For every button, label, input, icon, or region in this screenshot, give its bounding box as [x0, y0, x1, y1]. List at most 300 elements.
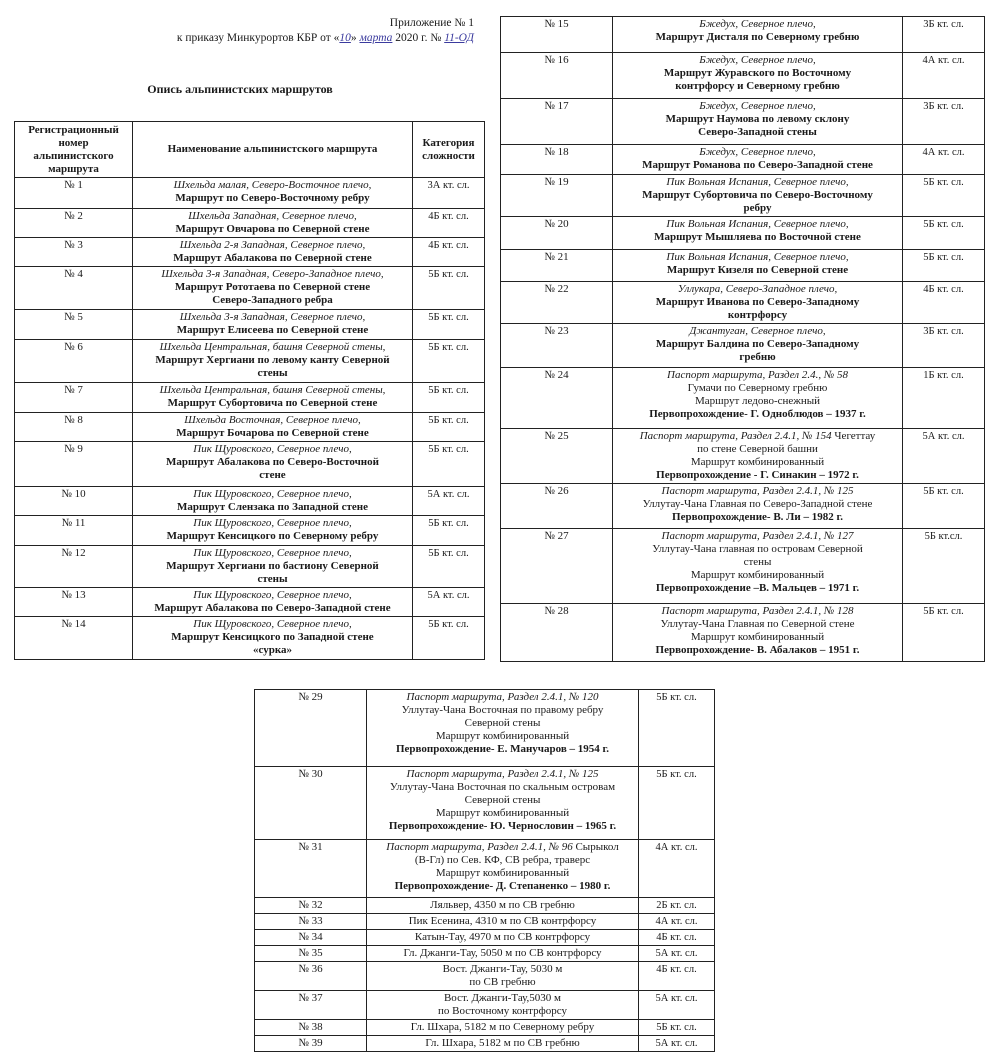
order-sep1: »: [350, 32, 360, 44]
route-name-cell: [613, 324, 903, 368]
route-description: Гумачи по Северному гребню: [687, 382, 828, 394]
table-row: [15, 546, 485, 588]
route-number: № 18: [501, 145, 613, 175]
route-number: № 7: [15, 383, 133, 413]
table-row: [501, 429, 985, 484]
route-subtitle: Паспорт маршрута, Раздел 2.4.1, № 120: [406, 691, 599, 703]
route-description: по Восточному контрфорсу: [438, 1005, 567, 1017]
table-row: [501, 217, 985, 250]
route-title: Маршрут Овчарова по Северной стене: [175, 223, 370, 235]
route-title: стене: [259, 469, 286, 481]
route-name-cell: [367, 962, 639, 991]
route-subtitle: Паспорт маршрута, Раздел 2.4.1, № 127: [661, 530, 854, 542]
column-header-reg: Регистрационный номер альпинистского маршрута: [15, 122, 133, 178]
route-name-cell: [133, 383, 413, 413]
route-number: № 27: [501, 529, 613, 604]
route-subtitle-line: [615, 530, 900, 543]
route-category: 5Б кт. сл.: [903, 484, 985, 529]
route-subtitle-line: [615, 430, 900, 443]
route-subtitle-line: [615, 18, 900, 31]
route-name-cell: [133, 617, 413, 660]
route-category: 5Б кт. сл.: [413, 340, 485, 383]
route-subtitle-line: [615, 218, 900, 231]
route-subtitle: Паспорт маршрута, Раздел 2.4.1, № 125: [661, 485, 854, 497]
route-title: Маршрут Балдина по Северо-Западному: [655, 338, 860, 350]
route-title: Маршрут Рототаева по Северной стене: [174, 281, 371, 293]
route-subtitle: Пик Вольная Испания, Северное плечо,: [666, 176, 849, 188]
route-number: № 8: [15, 413, 133, 442]
route-subtitle: Пик Щуровского, Северное плечо,: [193, 618, 352, 630]
route-number: № 6: [15, 340, 133, 383]
routes-table-2: [500, 16, 985, 662]
route-subtitle: Паспорт маршрута, Раздел 2.4.1, № 154: [639, 430, 832, 442]
route-title: Маршрут Наумова по левому склону: [665, 113, 850, 125]
route-name-cell: [367, 840, 639, 898]
route-title: Маршрут Абалакова по Северо-Западной стене: [154, 602, 391, 614]
table-row: [15, 209, 485, 238]
route-description: Маршрут комбинированный: [435, 867, 570, 879]
route-number: № 24: [501, 368, 613, 429]
table-header-row: [15, 122, 485, 178]
route-title: Маршрут Журавского по Восточному: [663, 67, 852, 79]
table-row: [501, 529, 985, 604]
table-row: [501, 99, 985, 145]
route-number: № 11: [15, 516, 133, 546]
route-subtitle: Паспорт маршрута, Раздел 2.4.1, № 125: [406, 768, 599, 780]
route-category: 4А кт. сл.: [639, 914, 715, 930]
route-number: № 39: [255, 1036, 367, 1052]
route-name-cell: [133, 310, 413, 340]
route-subtitle-line: [369, 691, 636, 704]
route-number: № 1: [15, 178, 133, 209]
route-number: № 9: [15, 442, 133, 487]
routes-table-1: [14, 121, 485, 660]
route-subtitle-line: [615, 283, 900, 296]
route-name-cell: [613, 99, 903, 145]
route-subtitle: Бжедух, Северное плечо,: [699, 54, 816, 66]
route-number: № 25: [501, 429, 613, 484]
route-subtitle-tail: Сырыкол: [575, 841, 619, 853]
route-number: № 30: [255, 767, 367, 840]
route-title: Маршрут Елисеева по Северной стене: [176, 324, 369, 336]
route-subtitle-line: [135, 517, 410, 530]
table-row: [15, 617, 485, 660]
table-row: [501, 53, 985, 99]
route-category: 5А кт. сл.: [413, 487, 485, 516]
table-row: [501, 175, 985, 217]
route-category: 5Б кт. сл.: [413, 546, 485, 588]
route-title: Первопрохождение- Е. Манучаров – 1954 г.: [395, 743, 610, 755]
route-category: 4А кт. сл.: [903, 53, 985, 99]
route-title: Маршрут Хергиани по бастиону Северной: [166, 560, 379, 572]
route-subtitle-line: [135, 589, 410, 602]
route-number: № 16: [501, 53, 613, 99]
route-number: № 20: [501, 217, 613, 250]
route-category: 5Б кт. сл.: [413, 267, 485, 310]
route-name-cell: [133, 516, 413, 546]
route-subtitle-line: [369, 768, 636, 781]
route-category: 5Б кт. сл.: [413, 383, 485, 413]
route-description: (В-Гл) по Сев. КФ, СВ ребра, траверс: [414, 854, 591, 866]
route-subtitle-line: [369, 841, 636, 854]
route-description: Уллутау-Чана Восточная по скальным островам: [389, 781, 616, 793]
table-row: [501, 484, 985, 529]
route-description: Гл. Шхара, 5182 м по Северному ребру: [410, 1021, 595, 1033]
route-title: стены: [257, 367, 288, 379]
table-row: [255, 840, 715, 898]
route-name-cell: [613, 217, 903, 250]
table-row: [15, 178, 485, 209]
route-title: ребру: [743, 202, 772, 214]
route-title: Маршрут Романова по Северо-Западной стене: [642, 159, 873, 171]
route-number: № 13: [15, 588, 133, 617]
route-title: Первопрохождение - Г. Синакин – 1972 г.: [656, 469, 859, 481]
table-row: [15, 310, 485, 340]
route-name-cell: [367, 991, 639, 1020]
route-name-cell: [367, 767, 639, 840]
document-title: Опись альпинистских маршрутов: [147, 82, 333, 96]
table-row: [255, 991, 715, 1020]
route-subtitle: Шхельда 2-я Западная, Северное плечо,: [179, 239, 366, 251]
order-number: 11-ОД: [444, 32, 474, 44]
route-description: Уллутау-Чана Главная по Северо-Западной стене: [642, 498, 873, 510]
table-row: [501, 17, 985, 53]
table-row: [501, 145, 985, 175]
route-subtitle: Бжедух, Северное плечо,: [699, 18, 816, 30]
route-title: «сурка»: [252, 644, 293, 656]
route-subtitle: Паспорт маршрута, Раздел 2.4.1, № 128: [661, 605, 854, 617]
route-description: Вост. Джанги-Тау,5030 м: [443, 992, 562, 1004]
route-description: Ляльвер, 4350 м по СВ гребню: [430, 899, 575, 911]
route-subtitle-line: [135, 210, 410, 223]
route-category: 5Б кт. сл.: [639, 767, 715, 840]
route-description: Вост. Джанги-Тау, 5030 м: [442, 963, 563, 975]
route-number: № 34: [255, 930, 367, 946]
table-row: [15, 340, 485, 383]
route-subtitle: Шхельда малая, Северо-Восточное плечо,: [173, 179, 372, 191]
route-title: Северо-Западного ребра: [212, 294, 333, 306]
route-name-cell: [133, 588, 413, 617]
route-title: контрфорсу: [727, 309, 788, 321]
route-name-cell: [133, 267, 413, 310]
route-subtitle-line: [135, 384, 410, 397]
column-header-name: Наименование альпинистского маршрута: [133, 122, 413, 178]
route-title: Первопрохождение- В. Абалаков – 1951 г.: [655, 644, 860, 656]
route-name-cell: [133, 546, 413, 588]
route-description: Пик Есенина, 4310 м по СВ контрфорсу: [408, 915, 597, 927]
table-row: [255, 1020, 715, 1036]
route-title: Маршрут Иванова по Северо-Западному: [655, 296, 860, 308]
route-subtitle: Шхельда 3-я Западная, Северо-Западное плечо,: [161, 268, 384, 280]
route-name-cell: [133, 340, 413, 383]
table-row: [15, 516, 485, 546]
route-number: № 31: [255, 840, 367, 898]
route-category: 5Б кт. сл.: [903, 217, 985, 250]
route-category: 1Б кт. сл.: [903, 368, 985, 429]
route-number: № 35: [255, 946, 367, 962]
route-subtitle: Шхельда Центральная, башня Северной стены,: [159, 341, 386, 353]
route-title: Первопрохождение- В. Ли – 1982 г.: [672, 511, 843, 523]
route-title: гребню: [739, 351, 776, 363]
route-title: Первопрохождение- Ю. Чернословин – 1965 г.: [388, 820, 617, 832]
route-subtitle: Уллукара, Северо-Западное плечо,: [677, 283, 838, 295]
table-row: [255, 930, 715, 946]
route-name-cell: [613, 484, 903, 529]
table-row: [501, 250, 985, 282]
route-subtitle: Пик Щуровского, Северное плечо,: [193, 517, 352, 529]
route-subtitle-line: [135, 618, 410, 631]
route-title: Маршрут Бочарова по Северной стене: [176, 427, 369, 439]
table-row: [15, 588, 485, 617]
route-number: № 38: [255, 1020, 367, 1036]
route-subtitle-line: [615, 251, 900, 264]
route-title: Маршрут Кизеля по Северной стене: [666, 264, 849, 276]
route-category: 4А кт. сл.: [903, 145, 985, 175]
route-subtitle-line: [135, 341, 410, 354]
route-subtitle: Пик Вольная Испания, Северное плечо,: [666, 251, 849, 263]
route-subtitle: Пик Щуровского, Северное плечо,: [193, 488, 352, 500]
route-description: Северной стены: [464, 794, 541, 806]
route-category: 5Б кт. сл.: [903, 604, 985, 662]
route-category: 5Б кт. сл.: [639, 690, 715, 767]
route-number: № 3: [15, 238, 133, 267]
route-name-cell: [133, 413, 413, 442]
route-number: № 4: [15, 267, 133, 310]
route-name-cell: [613, 604, 903, 662]
route-title: контрфорсу и Северному гребню: [675, 80, 840, 92]
route-number: № 28: [501, 604, 613, 662]
route-number: № 36: [255, 962, 367, 991]
route-subtitle-line: [615, 605, 900, 618]
route-title: Первопрохождение –В. Мальцев – 1971 г.: [655, 582, 860, 594]
route-category: 5А кт. сл.: [639, 946, 715, 962]
route-description: Маршрут комбинированный: [435, 730, 570, 742]
route-subtitle-line: [135, 414, 410, 427]
route-title: Маршрут Абалакова по Северо-Восточной: [166, 456, 379, 468]
route-description: Уллутау-Чана Главная по Северной стене: [660, 618, 855, 630]
route-category: 2Б кт. сл.: [639, 898, 715, 914]
route-subtitle-line: [615, 485, 900, 498]
table-row: [501, 368, 985, 429]
route-category: 4Б кт. сл.: [639, 962, 715, 991]
route-category: 5Б кт. сл.: [413, 617, 485, 660]
table-row: [15, 238, 485, 267]
annex-block: [84, 16, 474, 46]
table-row: [15, 383, 485, 413]
route-number: № 12: [15, 546, 133, 588]
route-name-cell: [367, 1020, 639, 1036]
table-row: [501, 324, 985, 368]
route-number: № 10: [15, 487, 133, 516]
route-category: 5Б кт. сл.: [413, 413, 485, 442]
route-subtitle-line: [135, 268, 410, 281]
route-category: 5Б кт. сл.: [639, 1020, 715, 1036]
route-number: № 22: [501, 282, 613, 324]
route-name-cell: [133, 209, 413, 238]
table-row: [15, 442, 485, 487]
route-number: № 19: [501, 175, 613, 217]
route-category: 4Б кт. сл.: [413, 238, 485, 267]
route-subtitle: Шхельда Западная, Северное плечо,: [188, 210, 357, 222]
route-category: 5Б кт. сл.: [903, 250, 985, 282]
route-title: Маршрут Кенсицкого по Западной стене: [171, 631, 374, 643]
route-description: Катын-Тау, 4970 м по СВ контрфорсу: [414, 931, 591, 943]
route-category: 5А кт. сл.: [413, 588, 485, 617]
route-subtitle: Пик Вольная Испания, Северное плечо,: [666, 218, 849, 230]
route-category: 5Б кт. сл.: [413, 310, 485, 340]
order-month: марта: [359, 32, 393, 44]
route-number: № 32: [255, 898, 367, 914]
route-subtitle-line: [615, 146, 900, 159]
route-description: Маршрут ледово-снежный: [694, 395, 821, 407]
route-description: Уллутау-Чана главная по островам Северной: [652, 543, 863, 555]
route-subtitle-line: [615, 54, 900, 67]
annex-order-line: [84, 31, 474, 46]
route-subtitle-tail: Чегеттау: [834, 430, 876, 442]
route-name-cell: [367, 914, 639, 930]
route-description: Маршрут комбинированный: [690, 456, 825, 468]
route-title: Первопрохождение- Д. Степаненко – 1980 г.: [394, 880, 611, 892]
table-row: [255, 914, 715, 930]
order-day: 10: [339, 32, 351, 44]
table-row: [501, 604, 985, 662]
route-category: 5Б кт. сл.: [413, 442, 485, 487]
route-category: 3Б кт. сл.: [903, 99, 985, 145]
route-subtitle: Пик Щуровского, Северное плечо,: [193, 589, 352, 601]
route-name-cell: [613, 53, 903, 99]
routes-table-3: [254, 689, 715, 1052]
route-category: 5Б кт. сл.: [903, 175, 985, 217]
route-title: Маршрут Кенсицкого по Северному ребру: [166, 530, 379, 542]
route-category: 5А кт. сл.: [639, 1036, 715, 1052]
route-description: Северной стены: [464, 717, 541, 729]
route-category: 4Б кт. сл.: [639, 930, 715, 946]
route-subtitle: Бжедух, Северное плечо,: [699, 100, 816, 112]
route-subtitle: Пик Щуровского, Северное плечо,: [193, 443, 352, 455]
route-number: № 14: [15, 617, 133, 660]
route-description: стены: [743, 556, 772, 568]
route-description: Маршрут комбинированный: [690, 631, 825, 643]
route-subtitle: Шхельда Центральная, башня Северной стены,: [159, 384, 386, 396]
route-category: 4Б кт. сл.: [903, 282, 985, 324]
route-description: Гл. Шхара, 5182 м по СВ гребню: [425, 1037, 580, 1049]
route-subtitle: Паспорт маршрута, Раздел 2.4., № 58: [667, 369, 848, 381]
route-number: № 26: [501, 484, 613, 529]
route-description: Маршрут комбинированный: [435, 807, 570, 819]
route-subtitle-line: [135, 547, 410, 560]
route-number: № 2: [15, 209, 133, 238]
route-description: по стене Северной башни: [697, 443, 818, 455]
route-number: № 37: [255, 991, 367, 1020]
route-subtitle-line: [615, 100, 900, 113]
route-title: Маршрут Субортовича по Северо-Восточному: [642, 189, 873, 201]
route-description: по СВ гребню: [469, 976, 536, 988]
route-name-cell: [367, 930, 639, 946]
order-sep2: 2020 г. №: [392, 32, 445, 44]
route-name-cell: [613, 529, 903, 604]
route-name-cell: [133, 238, 413, 267]
route-name-cell: [367, 1036, 639, 1052]
route-description: Гл. Джанги-Тау, 5050 м по СВ контрфорсу: [403, 947, 602, 959]
route-category: 5А кт. сл.: [903, 429, 985, 484]
table-row: [15, 267, 485, 310]
route-subtitle-line: [615, 369, 900, 382]
route-name-cell: [133, 487, 413, 516]
route-title: Маршрут по Северо-Восточному ребру: [175, 192, 370, 204]
route-description: Маршрут комбинированный: [690, 569, 825, 581]
route-name-cell: [133, 178, 413, 209]
route-category: 5Б кт.сл.: [903, 529, 985, 604]
route-title: стены: [257, 573, 288, 585]
route-number: № 15: [501, 17, 613, 53]
route-name-cell: [367, 898, 639, 914]
column-header-cat: Категория сложности: [413, 122, 485, 178]
route-name-cell: [613, 145, 903, 175]
order-prefix: к приказу Минкурортов КБР от «: [176, 32, 340, 44]
table-row: [255, 690, 715, 767]
route-title: Маршрут Хергиани по левому канту Северной: [155, 354, 390, 366]
route-category: 3А кт. сл.: [413, 178, 485, 209]
table-row: [255, 946, 715, 962]
route-subtitle-line: [135, 239, 410, 252]
table-row: [15, 487, 485, 516]
route-number: № 17: [501, 99, 613, 145]
route-description: Уллутау-Чана Восточная по правому ребру: [401, 704, 604, 716]
route-title: Северо-Западной стены: [698, 126, 817, 138]
table-row: [255, 962, 715, 991]
route-subtitle: Джантуган, Северное плечо,: [689, 325, 826, 337]
route-name-cell: [367, 946, 639, 962]
route-number: № 23: [501, 324, 613, 368]
route-subtitle: Шхельда 3-я Западная, Северное плечо,: [179, 311, 366, 323]
route-title: Маршрут Мышляева по Восточной стене: [654, 231, 861, 243]
route-name-cell: [367, 690, 639, 767]
route-name-cell: [613, 368, 903, 429]
route-subtitle-line: [135, 443, 410, 456]
table-row: [255, 898, 715, 914]
route-title: Маршрут Дисталя по Северному гребню: [655, 31, 860, 43]
route-category: 4Б кт. сл.: [413, 209, 485, 238]
table-row: [255, 1036, 715, 1052]
route-title: Маршрут Абалакова по Северной стене: [173, 252, 372, 264]
annex-title: Приложение № 1: [389, 17, 474, 29]
route-number: № 29: [255, 690, 367, 767]
route-title: Маршрут Субортовича по Северной стене: [167, 397, 378, 409]
table-row: [255, 767, 715, 840]
route-name-cell: [613, 282, 903, 324]
route-name-cell: [613, 429, 903, 484]
route-subtitle: Шхельда Восточная, Северное плечо,: [184, 414, 361, 426]
route-category: 5Б кт. сл.: [413, 516, 485, 546]
route-subtitle-line: [135, 179, 410, 192]
route-category: 5А кт. сл.: [639, 991, 715, 1020]
route-name-cell: [613, 175, 903, 217]
route-title: Первопрохождение- Г. Одноблюдов – 1937 г.: [649, 408, 866, 420]
route-name-cell: [613, 250, 903, 282]
route-name-cell: [133, 442, 413, 487]
route-number: № 5: [15, 310, 133, 340]
route-number: № 33: [255, 914, 367, 930]
route-number: № 21: [501, 250, 613, 282]
route-category: 4А кт. сл.: [639, 840, 715, 898]
route-subtitle-line: [615, 176, 900, 189]
route-category: 3Б кт. сл.: [903, 17, 985, 53]
route-name-cell: [613, 17, 903, 53]
route-category: 3Б кт. сл.: [903, 324, 985, 368]
route-subtitle-line: [135, 311, 410, 324]
route-title: Маршрут Слензака по Западной стене: [176, 501, 369, 513]
route-subtitle: Бжедух, Северное плечо,: [699, 146, 816, 158]
